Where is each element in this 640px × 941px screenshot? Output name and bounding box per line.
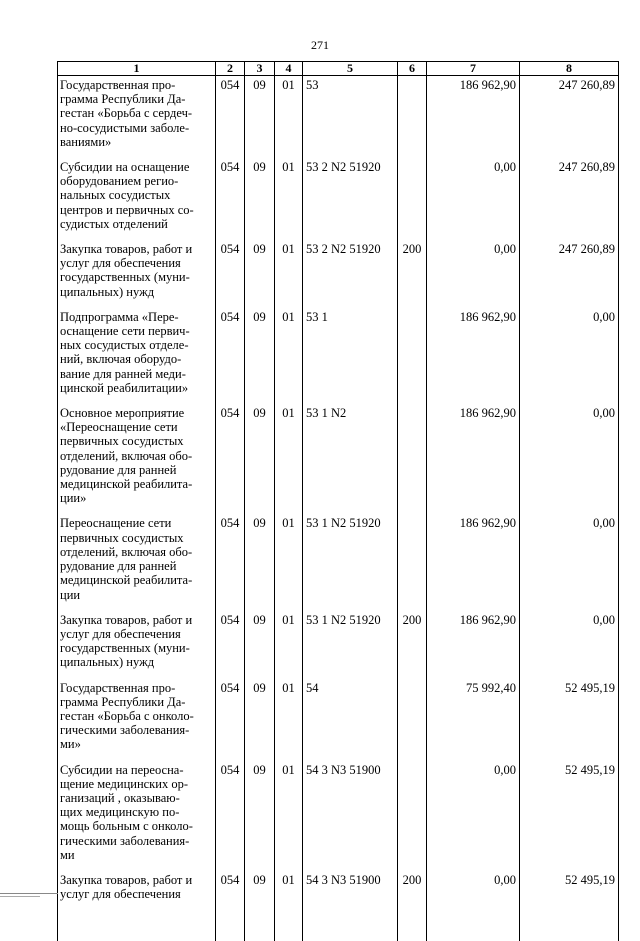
cell-chapter: 054 [216, 679, 245, 761]
cell-expense-type [398, 514, 427, 610]
cell-amount-8: 0,00 [520, 514, 619, 610]
cell-chapter: 054 [216, 611, 245, 679]
cell-name: Субсидии на оснащение оборудованием регио- нальных сосудистых центров и первичных со- судистых отделений [58, 158, 216, 240]
table-row [58, 240, 619, 308]
cell-target-article: 53 1 [303, 308, 398, 404]
cell-section: 09 [245, 404, 275, 514]
cell-expense-type: 200 [398, 611, 427, 679]
cell-amount-8: 0,00 [520, 308, 619, 404]
cell-section: 09 [245, 240, 275, 308]
cell-target-article: 53 2 N2 51920 [303, 158, 398, 240]
cell-subsection: 01 [275, 404, 303, 514]
cell-name: Основное мероприятие «Переоснащение сети первичных сосудистых отделений, включая обо- рудование для ранней медицинской реабилита- ции» [58, 404, 216, 514]
cell-chapter: 054 [216, 158, 245, 240]
cell-amount-7: 0,00 [427, 158, 520, 240]
cell-target-article: 54 3 N3 51900 [303, 761, 398, 871]
cell-amount-7: 75 992,40 [427, 679, 520, 761]
cell-target-article: 54 [303, 679, 398, 761]
cell-name: Субсидии на переосна- щение медицинских ор- ганизаций , оказываю- щих медицинскую по- мощь больным с онколо- гическими заболевания- ми [58, 761, 216, 871]
table-row [58, 871, 619, 941]
table-row [58, 404, 619, 514]
cell-section: 09 [245, 761, 275, 871]
cell-section: 09 [245, 514, 275, 610]
cell-amount-8: 0,00 [520, 404, 619, 514]
scan-artifact-line [0, 893, 58, 894]
cell-subsection: 01 [275, 679, 303, 761]
cell-amount-7: 186 962,90 [427, 514, 520, 610]
cell-expense-type [398, 308, 427, 404]
cell-target-article: 54 3 N3 51900 [303, 871, 398, 941]
cell-subsection: 01 [275, 76, 303, 159]
cell-name: Государственная про- грамма Республики Да- гестан «Борьба с сердеч- но-сосудистыми заболе- ваниями» [58, 76, 216, 159]
cell-amount-8: 247 260,89 [520, 158, 619, 240]
cell-chapter: 054 [216, 76, 245, 159]
cell-amount-8: 52 495,19 [520, 871, 619, 941]
cell-subsection: 01 [275, 158, 303, 240]
cell-subsection: 01 [275, 308, 303, 404]
cell-subsection: 01 [275, 761, 303, 871]
cell-expense-type [398, 679, 427, 761]
cell-amount-7: 0,00 [427, 761, 520, 871]
cell-target-article: 53 1 N2 [303, 404, 398, 514]
cell-name: Подпрограмма «Пере- оснащение сети первич- ных сосудистых отделе- ний, включая оборудо- вание для ранней меди- цинской реабилитации» [58, 308, 216, 404]
cell-amount-7: 0,00 [427, 240, 520, 308]
cell-amount-8: 247 260,89 [520, 240, 619, 308]
cell-amount-8: 52 495,19 [520, 679, 619, 761]
header-col-6: 6 [398, 62, 427, 76]
header-col-5: 5 [303, 62, 398, 76]
cell-target-article: 53 1 N2 51920 [303, 514, 398, 610]
header-col-8: 8 [520, 62, 619, 76]
cell-subsection: 01 [275, 611, 303, 679]
header-col-1: 1 [58, 62, 216, 76]
cell-section: 09 [245, 611, 275, 679]
cell-target-article: 53 1 N2 51920 [303, 611, 398, 679]
cell-subsection: 01 [275, 240, 303, 308]
table-row [58, 76, 619, 159]
cell-target-article: 53 2 N2 51920 [303, 240, 398, 308]
cell-name: Закупка товаров, работ и услуг для обеспечения государственных (муни- ципальных) нужд [58, 240, 216, 308]
header-col-7: 7 [427, 62, 520, 76]
cell-expense-type [398, 761, 427, 871]
cell-amount-7: 186 962,90 [427, 404, 520, 514]
cell-subsection: 01 [275, 871, 303, 941]
cell-amount-8: 247 260,89 [520, 76, 619, 159]
cell-amount-7: 186 962,90 [427, 611, 520, 679]
table-header [58, 62, 619, 76]
table-row [58, 761, 619, 871]
cell-expense-type [398, 158, 427, 240]
table-row [58, 158, 619, 240]
cell-expense-type [398, 404, 427, 514]
cell-amount-8: 52 495,19 [520, 761, 619, 871]
cell-expense-type [398, 76, 427, 159]
cell-name: Переоснащение сети первичных сосудистых отделений, включая обо- рудование для ранней медицинской реабилита- ции [58, 514, 216, 610]
header-col-4: 4 [275, 62, 303, 76]
cell-amount-8: 0,00 [520, 611, 619, 679]
table-row [58, 679, 619, 761]
cell-chapter: 054 [216, 404, 245, 514]
header-col-2: 2 [216, 62, 245, 76]
table-row [58, 308, 619, 404]
table-body [58, 76, 619, 941]
cell-chapter: 054 [216, 308, 245, 404]
cell-name: Закупка товаров, работ и услуг для обеспечения [58, 871, 216, 941]
scan-artifact-line [0, 896, 40, 897]
cell-chapter: 054 [216, 514, 245, 610]
page-number: 271 [0, 38, 640, 53]
cell-subsection: 01 [275, 514, 303, 610]
cell-name: Государственная про- грамма Республики Да- гестан «Борьба с онколо- гическими заболевания- ми» [58, 679, 216, 761]
cell-section: 09 [245, 308, 275, 404]
budget-table [57, 61, 619, 941]
cell-section: 09 [245, 679, 275, 761]
cell-target-article: 53 [303, 76, 398, 159]
cell-section: 09 [245, 76, 275, 159]
cell-section: 09 [245, 158, 275, 240]
cell-chapter: 054 [216, 240, 245, 308]
cell-amount-7: 0,00 [427, 871, 520, 941]
cell-chapter: 054 [216, 871, 245, 941]
cell-amount-7: 186 962,90 [427, 76, 520, 159]
cell-expense-type: 200 [398, 871, 427, 941]
header-col-3: 3 [245, 62, 275, 76]
header-row [58, 62, 619, 76]
cell-section: 09 [245, 871, 275, 941]
cell-name: Закупка товаров, работ и услуг для обеспечения государственных (муни- ципальных) нужд [58, 611, 216, 679]
cell-expense-type: 200 [398, 240, 427, 308]
table-row [58, 514, 619, 610]
table-row [58, 611, 619, 679]
cell-chapter: 054 [216, 761, 245, 871]
cell-amount-7: 186 962,90 [427, 308, 520, 404]
